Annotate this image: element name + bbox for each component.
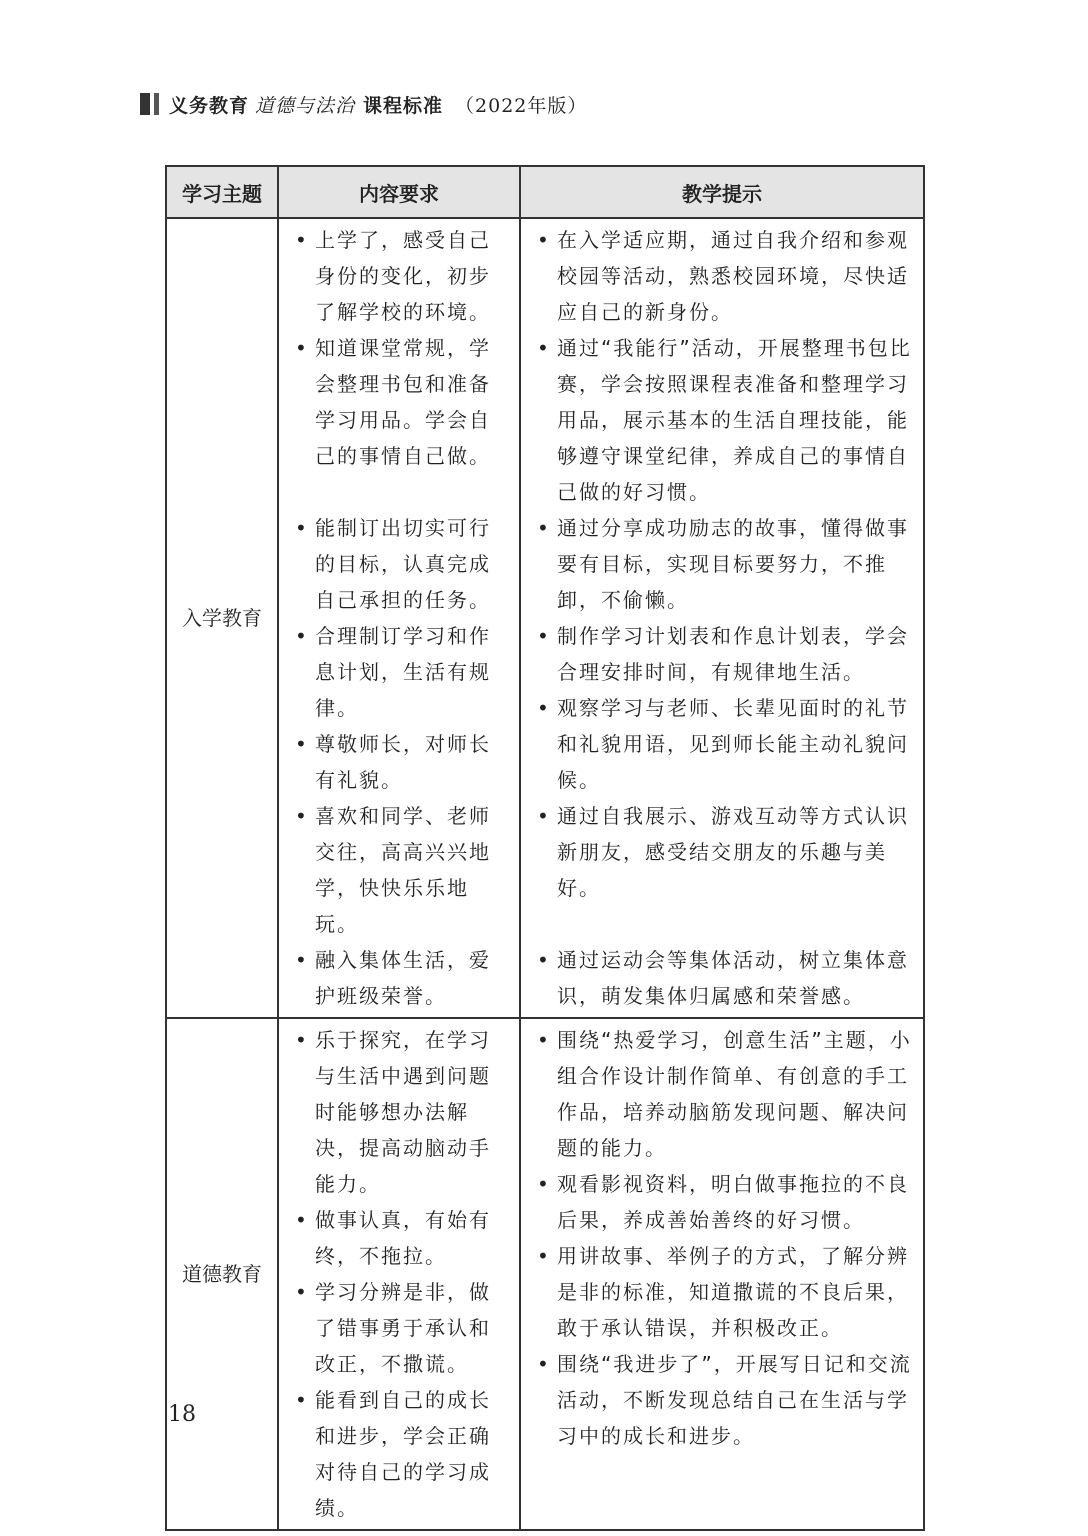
column-header-hints: 教学提示	[520, 166, 924, 218]
requirement-item: • 尊敬师长，对师长有礼貌。	[293, 726, 509, 798]
topic-cell: 入学教育	[166, 218, 278, 1018]
requirement-item: • 知道课堂常规，学会整理书包和准备学习用品。学会自己的事情自己做。	[293, 330, 509, 474]
requirement-item: • 合理制订学习和作息计划，生活有规律。	[293, 618, 509, 726]
table-row	[166, 1018, 924, 1530]
requirement-item: • 学习分辨是非，做了错事勇于承认和改正，不撒谎。	[293, 1274, 509, 1382]
requirement-item: • 融入集体生活，爱护班级荣誉。	[293, 942, 509, 1014]
hint-item: • 制作学习计划表和作息计划表，学会合理安排时间，有规律地生活。	[535, 618, 913, 690]
topic-cell: 道德教育	[166, 1018, 278, 1530]
header-title-standard: 课程标准	[363, 94, 444, 117]
hints-cell	[520, 1018, 924, 1530]
header-title-version: （2022年版）	[455, 94, 588, 117]
hint-item: • 在入学适应期，通过自我介绍和参观校园等活动，熟悉校园环境，尽快适应自己的新身份。	[535, 222, 913, 330]
header-bars-icon	[140, 93, 159, 115]
requirement-item: • 喜欢和同学、老师交往，高高兴兴地学，快快乐乐地玩。	[293, 798, 509, 942]
hint-item: • 观察学习与老师、长辈见面时的礼节和礼貌用语，见到师长能主动礼貌问候。	[535, 690, 913, 798]
table-header-row	[166, 166, 924, 218]
requirement-item: • 上学了，感受自己身份的变化，初步了解学校的环境。	[293, 222, 509, 330]
requirements-cell	[278, 1018, 520, 1530]
column-header-topic: 学习主题	[166, 166, 278, 218]
requirements-cell	[278, 218, 520, 1018]
curriculum-table	[165, 165, 925, 1531]
page-number: 18	[168, 1402, 196, 1427]
hint-item: • 围绕“我进步了”，开展写日记和交流活动，不断发现总结自己在生活与学习中的成长和进步。	[535, 1346, 913, 1454]
header-title-subject: 道德与法治	[255, 94, 356, 117]
hint-item: • 用讲故事、举例子的方式，了解分辨是非的标准，知道撒谎的不良后果，敢于承认错误，并积极改正。	[535, 1238, 913, 1346]
hint-item: • 通过运动会等集体活动，树立集体意识，萌发集体归属感和荣誉感。	[535, 942, 913, 1014]
hint-item: • 围绕“热爱学习，创意生活”主题，小组合作设计制作简单、有创意的手工作品，培养动脑筋发现问题、解决问题的能力。	[535, 1022, 913, 1166]
hint-item: • 观看影视资料，明白做事拖拉的不良后果，养成善始善终的好习惯。	[535, 1166, 913, 1238]
hint-item: • 通过分享成功励志的故事，懂得做事要有目标，实现目标要努力，不推卸，不偷懒。	[535, 510, 913, 618]
hint-item: • 通过自我展示、游戏互动等方式认识新朋友，感受结交朋友的乐趣与美好。	[535, 798, 913, 906]
requirement-item: • 做事认真，有始有终，不拖拉。	[293, 1202, 509, 1274]
requirement-item: • 能制订出切实可行的目标，认真完成自己承担的任务。	[293, 510, 509, 618]
column-header-requirements: 内容要求	[278, 166, 520, 218]
running-header	[140, 88, 587, 120]
hints-cell	[520, 218, 924, 1018]
requirement-item: • 能看到自己的成长和进步，学会正确对待自己的学习成绩。	[293, 1382, 509, 1526]
requirement-item: • 乐于探究，在学习与生活中遇到问题时能够想办法解决，提高动脑动手能力。	[293, 1022, 509, 1202]
header-title-main: 义务教育	[169, 94, 250, 117]
hint-item: • 通过“我能行”活动，开展整理书包比赛，学会按照课程表准备和整理学习用品，展示基本的生活自理技能，能够遵守课堂纪律，养成自己的事情自己做的好习惯。	[535, 330, 913, 510]
table-row	[166, 218, 924, 1018]
